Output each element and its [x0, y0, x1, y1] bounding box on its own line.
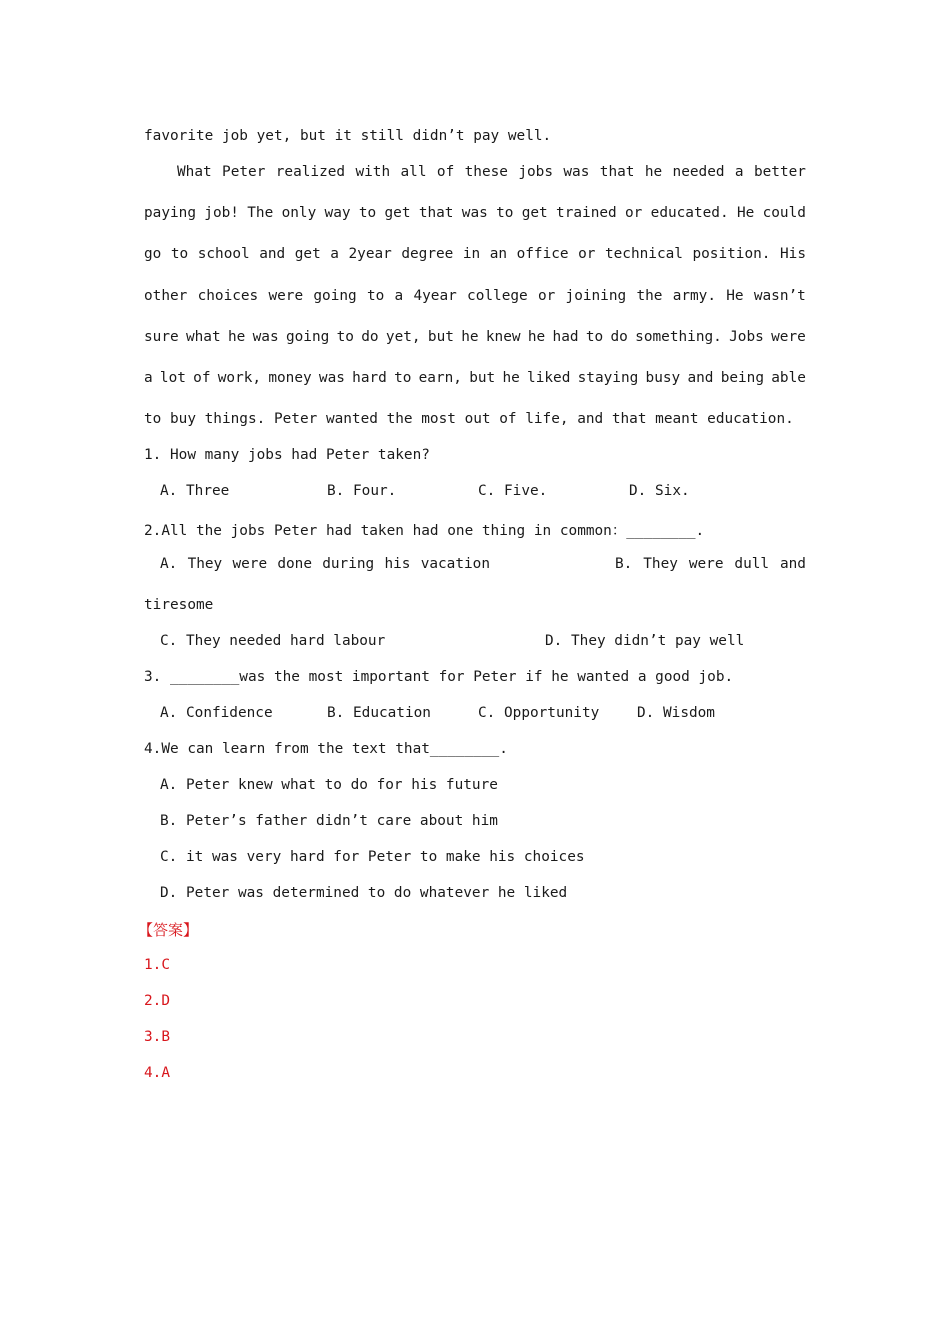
option-b: B. Four. — [327, 483, 397, 499]
option-d: D. Peter was determined to do whatever he liked — [160, 885, 568, 901]
question-stem: 3. ________was the most important for Peter if he wanted a good job. — [144, 669, 734, 685]
word: The — [247, 205, 274, 221]
word: and — [779, 556, 806, 572]
word: had — [552, 329, 579, 345]
word: hard — [352, 370, 387, 386]
word: these — [464, 164, 508, 180]
passage-line — [144, 370, 806, 386]
word: of — [436, 164, 455, 180]
word: lot — [159, 370, 186, 386]
passage-line: favorite job yet, but it still didn’t pay well. — [144, 128, 552, 144]
word: to — [366, 288, 385, 304]
option-c: C. They needed hard labour — [160, 633, 386, 649]
word: or — [578, 246, 596, 262]
word: he — [644, 164, 663, 180]
word: were — [771, 329, 806, 345]
word: better — [753, 164, 806, 180]
word: to — [496, 205, 514, 221]
word: to — [336, 329, 354, 345]
word: sure — [144, 329, 179, 345]
word: educated. — [650, 205, 729, 221]
word: done — [277, 556, 312, 572]
option-a: A. Confidence — [160, 705, 273, 721]
word: choices — [197, 288, 259, 304]
word: jobs — [518, 164, 553, 180]
word: busy — [645, 370, 681, 386]
option-b: B. Peter’s father didn’t care about him — [160, 813, 498, 829]
word: only — [281, 205, 317, 221]
word: college — [467, 288, 528, 304]
word: 4year — [413, 288, 457, 304]
word: joining — [565, 288, 627, 304]
word: school — [197, 246, 250, 262]
answer-item: 2.D — [144, 993, 170, 1009]
word: He — [736, 205, 755, 221]
word: and — [687, 370, 714, 386]
option-b: B. Education — [327, 705, 431, 721]
word: He — [726, 288, 744, 304]
word: able — [771, 370, 806, 386]
word: trained — [556, 205, 617, 221]
word: What — [177, 164, 212, 180]
passage-line: to buy things. Peter wanted the most out of life, and that meant education. — [144, 411, 794, 427]
word: get — [384, 205, 411, 221]
word: liked — [527, 370, 571, 386]
word: were — [268, 288, 304, 304]
word: being — [720, 370, 765, 386]
word: way — [324, 205, 351, 221]
word: to — [585, 329, 604, 345]
word: get — [521, 205, 548, 221]
word: do — [610, 329, 628, 345]
word: money — [268, 370, 312, 386]
word: army. — [672, 288, 717, 304]
word: knew — [485, 329, 521, 345]
word: position. — [692, 246, 771, 262]
word: was — [563, 164, 590, 180]
word: degree — [401, 246, 454, 262]
answer-item: 3.B — [144, 1029, 170, 1045]
word: an — [489, 246, 508, 262]
word: a — [734, 164, 744, 180]
word: A. — [160, 556, 178, 572]
passage-line — [144, 288, 806, 304]
question-stem: 2.All the jobs Peter had taken had one thing in common：________. — [144, 523, 705, 539]
word: dull — [734, 556, 770, 572]
word: job! — [204, 205, 239, 221]
word: They — [187, 556, 223, 572]
word: work, — [217, 370, 262, 386]
word: to — [170, 246, 189, 262]
word: get — [294, 246, 321, 262]
word: with — [355, 164, 391, 180]
word: but — [427, 329, 454, 345]
option-c: C. Opportunity — [478, 705, 600, 721]
word: a — [144, 370, 153, 386]
word: to — [358, 205, 377, 221]
option-d: D. Wisdom — [637, 705, 715, 721]
word: what — [185, 329, 221, 345]
word: of — [193, 370, 211, 386]
word: go — [144, 246, 162, 262]
word: he — [227, 329, 246, 345]
passage-line — [144, 329, 806, 345]
word: he — [461, 329, 479, 345]
word: B. — [615, 556, 633, 572]
word: that — [599, 164, 635, 180]
word: all — [400, 164, 427, 180]
word: going — [313, 288, 357, 304]
word: was — [461, 205, 488, 221]
option-d: D. Six. — [629, 483, 690, 499]
word: but — [469, 370, 496, 386]
passage-line — [144, 246, 806, 262]
passage-line — [177, 164, 806, 180]
answer-item: 1.C — [144, 957, 170, 973]
word: do — [361, 329, 379, 345]
word: earn, — [418, 370, 462, 386]
word: other — [144, 288, 188, 304]
option-c: C. it was very hard for Peter to make his choices — [160, 849, 585, 865]
word: or — [625, 205, 643, 221]
word: going — [285, 329, 330, 345]
word: during — [322, 556, 375, 572]
word: to — [394, 370, 412, 386]
word: paying — [144, 205, 196, 221]
option-b — [615, 556, 806, 572]
word: was — [318, 370, 345, 386]
question-stem: 4.We can learn from the text that________. — [144, 741, 508, 757]
word: technical — [604, 246, 683, 262]
word: staying — [577, 370, 639, 386]
option-a — [160, 556, 490, 572]
option-b-continued: tiresome — [144, 597, 214, 613]
word: or — [537, 288, 556, 304]
word: realized — [275, 164, 346, 180]
word: 2year — [348, 246, 392, 262]
word: a — [394, 288, 404, 304]
option-d: D. They didn’t pay well — [545, 633, 745, 649]
word: something. — [635, 329, 722, 345]
word: Peter — [222, 164, 266, 180]
word: yet, — [385, 329, 421, 345]
word: vacation — [420, 556, 490, 572]
word: Jobs — [729, 329, 764, 345]
word: the — [636, 288, 663, 304]
word: in — [462, 246, 481, 262]
option-a: A. Peter knew what to do for his future — [160, 777, 498, 793]
word: could — [762, 205, 806, 221]
answer-heading: 【答案】 — [138, 921, 199, 939]
word: They — [643, 556, 678, 572]
word: were — [688, 556, 724, 572]
word: he — [502, 370, 520, 386]
word: and — [259, 246, 286, 262]
word: office — [516, 246, 569, 262]
word: wasn’t — [753, 288, 806, 304]
passage-line — [144, 205, 806, 221]
answer-item: 4.A — [144, 1065, 170, 1081]
option-c: C. Five. — [478, 483, 548, 499]
question-stem: 1. How many jobs had Peter taken? — [144, 447, 430, 463]
word: needed — [672, 164, 725, 180]
word: he — [527, 329, 546, 345]
document-page — [138, 0, 806, 1344]
word: that — [418, 205, 454, 221]
word: His — [780, 246, 806, 262]
word: a — [330, 246, 339, 262]
word: was — [252, 329, 279, 345]
word: were — [232, 556, 268, 572]
option-a: A. Three — [160, 483, 230, 499]
word: his — [384, 556, 411, 572]
